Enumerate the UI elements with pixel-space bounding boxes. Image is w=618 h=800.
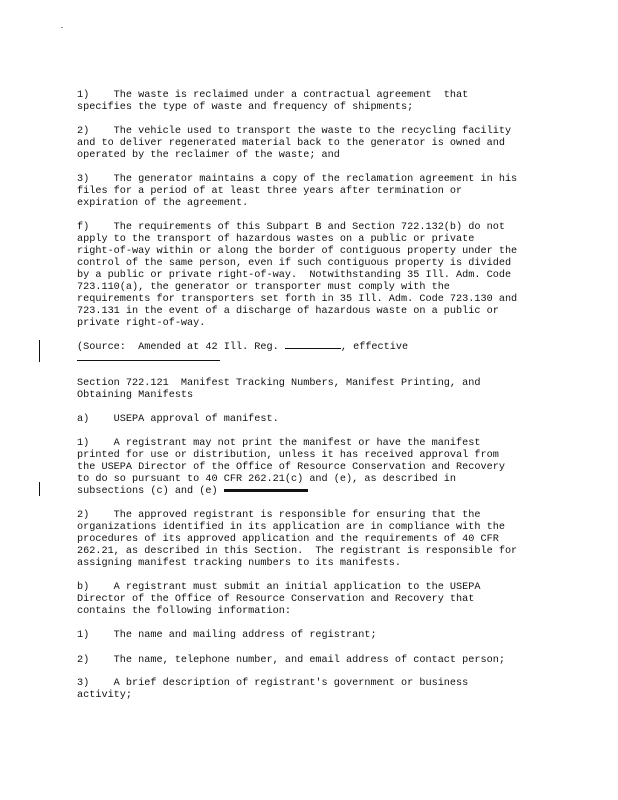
text-line: private right-of-way.: [77, 318, 206, 329]
text-line: Obtaining Manifests: [77, 390, 194, 401]
text-line-with-strike: [77, 486, 547, 498]
text-line: 2) The vehicle used to transport the waste to the recycling facility: [77, 126, 512, 137]
text-line: 1) The name and mailing address of registrant;: [77, 630, 377, 641]
text-line: 1) The waste is reclaimed under a contractual agreement that: [77, 90, 469, 101]
text-line: expiration of the agreement.: [77, 198, 249, 209]
text-line: 262.21, as described in this Section. The registrant is responsible for: [77, 546, 518, 557]
text-line: files for a period of at least three years after termination or: [77, 186, 463, 197]
source-prefix: (Source: Amended at 42 Ill. Reg.: [77, 342, 285, 353]
text-line: 2) The name, telephone number, and email address of contact person;: [77, 655, 505, 666]
text-line: operated by the reclaimer of the waste; and: [77, 150, 340, 161]
text-line: 2) The approved registrant is responsible for ensuring that the: [77, 510, 481, 521]
text-line: the USEPA Director of the Office of Resource Conservation and Recovery: [77, 462, 505, 473]
paragraph-3: [77, 174, 547, 210]
text-line: contains the following information:: [77, 606, 291, 617]
text-line: to do so pursuant to 40 CFR 262.21(c) and (e), as described in: [77, 474, 457, 485]
scan-speck: [61, 27, 63, 28]
source-line: [77, 342, 547, 354]
text-line: a) USEPA approval of manifest.: [77, 414, 279, 425]
text-line: assigning manifest tracking numbers to its manifests.: [77, 558, 402, 569]
source-line-2: [77, 354, 547, 366]
text-line: requirements for transporters set forth in 35 Ill. Adm. Code 723.130 and: [77, 294, 518, 305]
paragraph-b: [77, 582, 547, 618]
paragraph-b3: [77, 678, 547, 702]
paragraph-b1: [77, 630, 547, 642]
text-line: procedures of its approved application and the requirements of 40 CFR: [77, 534, 499, 545]
text-line: control of the same person, even if such contiguous property is divided: [77, 258, 512, 269]
text-segment: subsections (c) and (e): [77, 486, 224, 497]
text-line: apply to the transport of hazardous wastes on a public or private: [77, 234, 475, 245]
paragraph-f: [77, 222, 547, 330]
change-bar-subsections: [39, 482, 40, 496]
text-line: b) A registrant must submit an initial application to the USEPA: [77, 582, 481, 593]
source-note: [77, 342, 547, 366]
section-heading: [77, 378, 547, 402]
text-line: 723.131 in the event of a discharge of hazardous waste on a public or: [77, 306, 499, 317]
paragraph-1: [77, 90, 547, 114]
text-line: Director of the Office of Resource Conservation and Recovery that: [77, 594, 475, 605]
paragraph-a2: [77, 510, 547, 570]
text-line: organizations identified in its application are in compliance with the: [77, 522, 505, 533]
paragraph-a1: [77, 438, 547, 498]
paragraph-a: [77, 414, 547, 426]
text-line: by a public or private right-of-way. Notwithstanding 35 Ill. Adm. Code: [77, 270, 512, 281]
text-line: 3) A brief description of registrant's government or business: [77, 678, 469, 689]
text-line: activity;: [77, 690, 133, 701]
text-line: Section 722.121 Manifest Tracking Numbers, Manifest Printing, and: [77, 378, 481, 389]
struck-out-text: [224, 489, 308, 492]
blank-effective-date: [77, 360, 220, 361]
text-line: specifies the type of waste and frequency of shipments;: [77, 102, 414, 113]
text-line: printed for use or distribution, unless it has received approval from: [77, 450, 499, 461]
text-line: right-of-way within or along the border of contiguous property under the: [77, 246, 518, 257]
paragraph-b2: [77, 655, 547, 667]
blank-reg-page: [285, 348, 341, 349]
text-line: 1) A registrant may not print the manifest or have the manifest: [77, 438, 481, 449]
text-line: 723.110(a), the generator or transporter must comply with the: [77, 282, 450, 293]
text-line: 3) The generator maintains a copy of the reclamation agreement in his: [77, 174, 518, 185]
text-line: and to deliver regenerated material back to the generator is owned and: [77, 138, 505, 149]
paragraph-2: [77, 126, 547, 162]
change-bar-source: [39, 340, 40, 362]
text-line: f) The requirements of this Subpart B and Section 722.132(b) do not: [77, 222, 505, 233]
source-suffix: , effective: [340, 342, 409, 353]
